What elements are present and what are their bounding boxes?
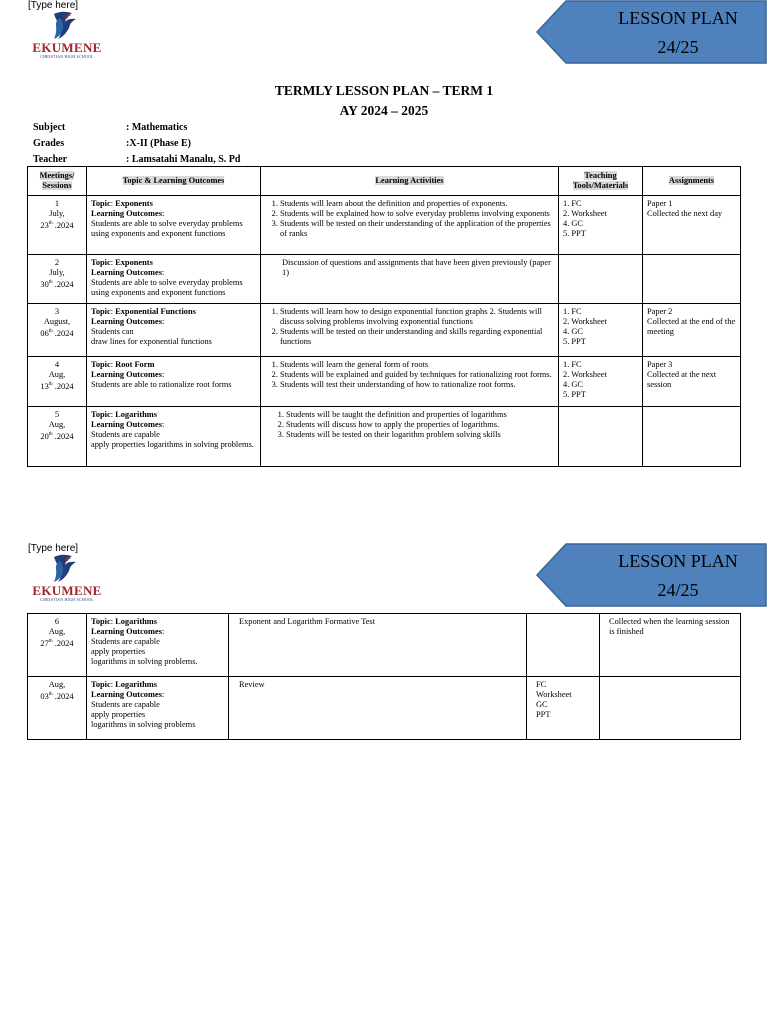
learning-outcome: apply properties xyxy=(91,710,146,719)
table-row xyxy=(28,677,741,740)
learning-outcome: draw lines for exponential functions xyxy=(91,337,212,346)
session-month: Aug, xyxy=(48,420,66,429)
page-title: TERMLY LESSON PLAN – TERM 1 xyxy=(274,83,494,98)
school-name: EKUMENE xyxy=(32,583,102,598)
activity-item: 2. Students will be tested on their understanding and skills regarding exponential functions xyxy=(280,327,554,347)
tools-cell: FC Worksheet GC PPT xyxy=(527,677,600,740)
learning-outcome: apply properties logarithms in solving problems. xyxy=(91,440,254,449)
topic-name: Logarithms xyxy=(115,410,158,419)
learning-outcome: Students are able to rationalize root forms xyxy=(91,380,232,389)
lesson-plan-table xyxy=(27,166,741,467)
subject-value: : Mathematics xyxy=(126,122,188,133)
assignment-cell xyxy=(643,255,741,304)
assignment-cell: Paper 2 Collected at the end of the meeting xyxy=(643,304,741,357)
topic-cell: Topic: Root Form Learning Outcomes: Students are able to rationalize root forms xyxy=(87,357,261,407)
session-month: August, xyxy=(43,317,71,326)
session-number: 2 xyxy=(54,258,60,267)
session-date: 23th .2024 xyxy=(40,220,74,230)
learning-outcome: Students can xyxy=(91,327,134,336)
banner-year: 24/25 xyxy=(657,580,699,600)
topic-name: Logarithms xyxy=(115,680,158,689)
topic-cell: Topic: Logarithms Learning Outcomes: Students are capable apply properties logarithms in solving problems xyxy=(87,677,229,740)
table-row xyxy=(28,614,741,677)
assignment-cell: Paper 1 Collected the next day xyxy=(643,196,741,255)
activity-item: 2. Students will be explained and guided by techniques for rationalizing root forms. xyxy=(280,370,554,380)
assignment-cell: Collected when the learning session is finished xyxy=(600,614,741,677)
lesson-plan-table-continued xyxy=(27,613,741,740)
session-number: 1 xyxy=(54,199,60,208)
session-cell xyxy=(28,304,87,357)
type-here-placeholder-2: [Type here] xyxy=(28,543,79,554)
activity-item: 2. Students will discuss how to apply the properties of logarithms. xyxy=(286,420,554,430)
session-date: 03th .2024 xyxy=(40,691,74,701)
school-logo-2 xyxy=(32,553,102,603)
school-subtitle: CHRISTIAN HIGH SCHOOL xyxy=(40,597,94,602)
session-month: July, xyxy=(49,209,65,218)
activities-cell xyxy=(229,677,527,740)
tools-cell: 1. FC 2. Worksheet 4. GC 5. PPT xyxy=(559,357,643,407)
school-crest-icon xyxy=(32,553,102,585)
topic-cell: Topic: Logarithms Learning Outcomes: Students are capable apply properties logarithms in solving problems. xyxy=(87,407,261,467)
session-date: 13th .2024 xyxy=(40,381,74,391)
activity-item: 3. Students will test their understanding of how to rationalize root forms. xyxy=(280,380,554,390)
topic-cell: Topic: Exponential Functions Learning Outcomes: Students can draw lines for exponential functions xyxy=(87,304,261,357)
session-number: 5 xyxy=(54,410,60,419)
activity-text: Review xyxy=(239,680,265,689)
activities-cell xyxy=(261,407,559,467)
banner-title: LESSON PLAN xyxy=(618,8,738,28)
session-month: Aug, xyxy=(48,680,66,689)
session-number: 4 xyxy=(54,360,60,369)
session-cell xyxy=(28,614,87,677)
lesson-plan-banner xyxy=(536,0,768,64)
assignment-cell: Paper 3 Collected at the next session xyxy=(643,357,741,407)
session-date: 20th .2024 xyxy=(40,431,74,441)
activity-text: Discussion of questions and assignments that have been given previously (paper 1) xyxy=(282,258,551,277)
school-subtitle: CHRISTIAN HIGH SCHOOL xyxy=(40,54,94,59)
academic-year: AY 2024 – 2025 xyxy=(339,103,429,118)
activity-item: 3. Students will be tested on their understanding of the application of the properties of ranks xyxy=(280,219,554,239)
learning-outcome: logarithms in solving problems xyxy=(91,720,196,729)
topic-name: Logarithms xyxy=(115,617,158,626)
col-header-activities: Learning Activities xyxy=(261,167,559,196)
table-row xyxy=(28,196,741,255)
session-number: 3 xyxy=(54,307,60,316)
banner-year: 24/25 xyxy=(657,37,699,57)
school-crest-icon xyxy=(32,10,102,42)
topic-name: Root Form xyxy=(115,360,155,369)
activity-item: 3. Students will be tested on their logarithm problem solving skills xyxy=(286,430,554,440)
activities-cell xyxy=(261,304,559,357)
col-header-topic: Topic & Learning Outcomes xyxy=(87,167,261,196)
tools-cell xyxy=(559,255,643,304)
grades-value: :X-II (Phase E) xyxy=(126,138,191,149)
session-month: Aug, xyxy=(48,370,66,379)
learning-outcome: Students are able to solve everyday problems using exponents and exponent functions xyxy=(91,278,243,297)
assignment-cell xyxy=(600,677,741,740)
col-header-tools: Teaching Tools/Materials xyxy=(559,167,643,196)
school-logo xyxy=(32,10,102,60)
learning-outcome: Students are capable xyxy=(91,637,160,646)
topic-cell: Topic: Logarithms Learning Outcomes: Students are capable apply properties logarithms in solving problems. xyxy=(87,614,229,677)
session-date: 06th .2024 xyxy=(40,328,74,338)
type-here-placeholder: [Type here] xyxy=(28,0,79,11)
activity-item: 1. Students will learn how to design exponential function graphs 2. Students will discuss solving problems involving exponential functions xyxy=(280,307,554,327)
tools-cell: 1. FC 2. Worksheet 4. GC 5. PPT xyxy=(559,196,643,255)
assignment-cell xyxy=(643,407,741,467)
activity-item: 2. Students will be explained how to solve everyday problems involving exponents xyxy=(280,209,554,219)
grades-label: Grades xyxy=(33,138,65,149)
activity-item: 1. Students will be taught the definition and properties of logarithms xyxy=(286,410,554,420)
tools-cell: 1. FC 2. Worksheet 4. GC 5. PPT xyxy=(559,304,643,357)
table-row xyxy=(28,407,741,467)
lesson-plan-banner-2 xyxy=(536,543,768,607)
topic-name: Exponents xyxy=(115,258,153,267)
session-cell xyxy=(28,357,87,407)
col-header-meetings: Meetings/ Sessions xyxy=(28,167,87,196)
activities-cell xyxy=(261,357,559,407)
school-name: EKUMENE xyxy=(32,40,102,55)
teacher-label: Teacher xyxy=(33,154,68,165)
tools-cell xyxy=(527,614,600,677)
subject-label: Subject xyxy=(33,122,66,133)
activity-item: 1. Students will learn the general form of roots xyxy=(280,360,554,370)
topic-cell: Topic: Exponents Learning Outcomes: Students are able to solve everyday problems using exponents and exponent functions xyxy=(87,255,261,304)
activity-text: Exponent and Logarithm Formative Test xyxy=(239,617,376,626)
activities-cell xyxy=(261,255,559,304)
session-date: 30th .2024 xyxy=(40,279,74,289)
session-date: 27th .2024 xyxy=(40,638,74,648)
banner-title: LESSON PLAN xyxy=(618,551,738,571)
learning-outcome: Students are able to solve everyday problems using exponents and exponent functions xyxy=(91,219,243,238)
session-cell xyxy=(28,196,87,255)
activity-item: 1. Students will learn about the definition and properties of exponents. xyxy=(280,199,554,209)
session-cell xyxy=(28,407,87,467)
learning-outcome: apply properties xyxy=(91,647,146,656)
teacher-value: : Lamsatahi Manalu, S. Pd xyxy=(126,154,241,165)
table-header-row xyxy=(28,167,741,196)
topic-name: Exponential Functions xyxy=(115,307,196,316)
session-cell xyxy=(28,255,87,304)
activities-cell xyxy=(229,614,527,677)
table-row xyxy=(28,304,741,357)
session-month: July, xyxy=(49,268,65,277)
topic-name: Exponents xyxy=(115,199,153,208)
learning-outcome: logarithms in solving problems. xyxy=(91,657,198,666)
session-cell xyxy=(28,677,87,740)
learning-outcome: Students are capable xyxy=(91,430,160,439)
activities-cell xyxy=(261,196,559,255)
session-month: Aug, xyxy=(48,627,66,636)
table-row xyxy=(28,357,741,407)
col-header-assignments: Assignments xyxy=(643,167,741,196)
tools-cell xyxy=(559,407,643,467)
table-row xyxy=(28,255,741,304)
topic-cell: Topic: Exponents Learning Outcomes: Students are able to solve everyday problems using exponents and exponent functions xyxy=(87,196,261,255)
session-number: 6 xyxy=(54,617,60,626)
learning-outcome: Students are capable xyxy=(91,700,160,709)
